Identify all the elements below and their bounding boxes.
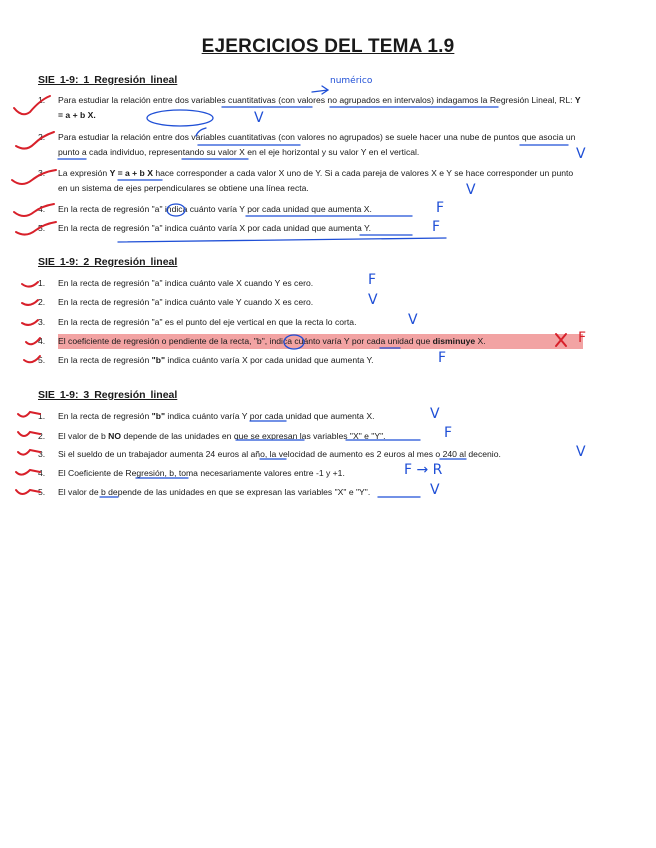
s2-item-2: 2. En la recta de regresión "a" indica cuánto vale Y cuando X es cero. xyxy=(38,297,314,307)
s2-item-4: 4. El coeficiente de regresión o pendiente de la recta, "b", indica cuánto varía Y por cada unidad que disminuye X. xyxy=(38,334,583,349)
page-title: EJERCICIOS DEL TEMA 1.9 xyxy=(201,36,455,57)
red-check xyxy=(18,412,40,417)
mark-s2-1: F xyxy=(368,272,377,288)
s2-item-3: 3. En la recta de regresión "a" es el punto del eje vertical en que la recta lo corta. xyxy=(38,317,357,327)
mark-s1-5: F xyxy=(432,219,441,235)
mark-s2-4: F xyxy=(578,330,587,346)
mark-s2-5: F xyxy=(438,350,447,366)
s3-item-5: 5. El valor de b depende de las unidades en que se expresan las variables "X" e "Y". xyxy=(38,487,371,497)
red-check xyxy=(22,320,38,325)
mark-s1-3: V xyxy=(466,182,476,198)
red-check xyxy=(22,300,38,305)
s3-item-3: 3. Si el sueldo de un trabajador aumenta 24 euros al año, la velocidad de aumento es 2 euros al mes o 240 al decenio. xyxy=(38,449,501,459)
section-title-2: SIE 1-9: 2 Regresión lineal xyxy=(38,256,178,268)
s3-item-4: 4. El Coeficiente de Regresión, b, toma necesariamente valores entre -1 y +1. xyxy=(38,468,345,478)
mark-s2-2: V xyxy=(368,292,378,308)
section-title-3: SIE 1-9: 3 Regresión lineal xyxy=(38,389,178,401)
mark-s3-1: V xyxy=(430,406,440,422)
s1-item-2: 2. Para estudiar la relación entre dos variables cuantitativas (con valores no agrupados) se suele hacer una nube de puntos que asocia un punto a cada individuo, representando su valor X en el eje horizontal y su valor Y en el vertical. xyxy=(38,132,576,157)
mark-s3-5: V xyxy=(430,482,440,498)
item-number: 1. xyxy=(38,95,46,105)
red-check xyxy=(16,470,40,475)
mark-s3-3: V xyxy=(576,444,586,460)
mark-s2-3: V xyxy=(408,312,418,328)
s2-item-1: 1. En la recta de regresión "a" indica cuánto vale X cuando Y es cero. xyxy=(38,278,314,288)
highlighted-statement: El coeficiente de regresión o pendiente de la recta, "b", indica cuánto varía Y por cada unidad que disminuye X. xyxy=(58,334,583,349)
mark-s3-4: F → R xyxy=(404,462,443,478)
s1-item-1: 1. Para estudiar la relación entre dos variables cuantitativas (con valores no agrupados en intervalos) indagamos la Regresión Lineal, RL: Y = a + b X. xyxy=(38,93,583,123)
note-numerico: numérico xyxy=(330,76,373,86)
mark-s1-4: F xyxy=(436,200,445,216)
s1-item-4: 4. En la recta de regresión "a" indica cuánto varía Y por cada unidad que aumenta X. xyxy=(38,204,372,214)
s3-item-2: 2. El valor de b NO depende de las unidades en que se expresan las variables "X" e "Y". xyxy=(38,431,386,441)
s3-item-1: 1. En la recta de regresión "b" indica cuánto varía Y por cada unidad que aumenta X. xyxy=(38,411,375,421)
mark-s1-2: V xyxy=(576,146,586,162)
s1-item-5: 5. En la recta de regresión "a" indica cuánto varía X por cada unidad que aumenta Y. xyxy=(38,223,371,233)
mark-s1-1: V xyxy=(254,110,264,126)
mark-s3-2: F xyxy=(444,425,453,441)
blue-underline xyxy=(118,238,446,242)
s2-item-5: 5. En la recta de regresión "b" indica cuánto varía X por cada unidad que aumenta Y. xyxy=(38,355,374,365)
red-check xyxy=(18,450,40,455)
s1-item-3: 3. La expresión Y = a + b X hace corresponder a cada valor X uno de Y. Si a cada pareja de valores X e Y se hace corresponder un punto en un sistema de ejes perpendiculares se obtiene una línea recta. xyxy=(38,168,574,193)
red-check xyxy=(22,282,38,287)
section-title-1: SIE 1-9: 1 Regresión lineal xyxy=(38,74,178,86)
red-check xyxy=(16,490,40,494)
red-check xyxy=(18,432,40,436)
